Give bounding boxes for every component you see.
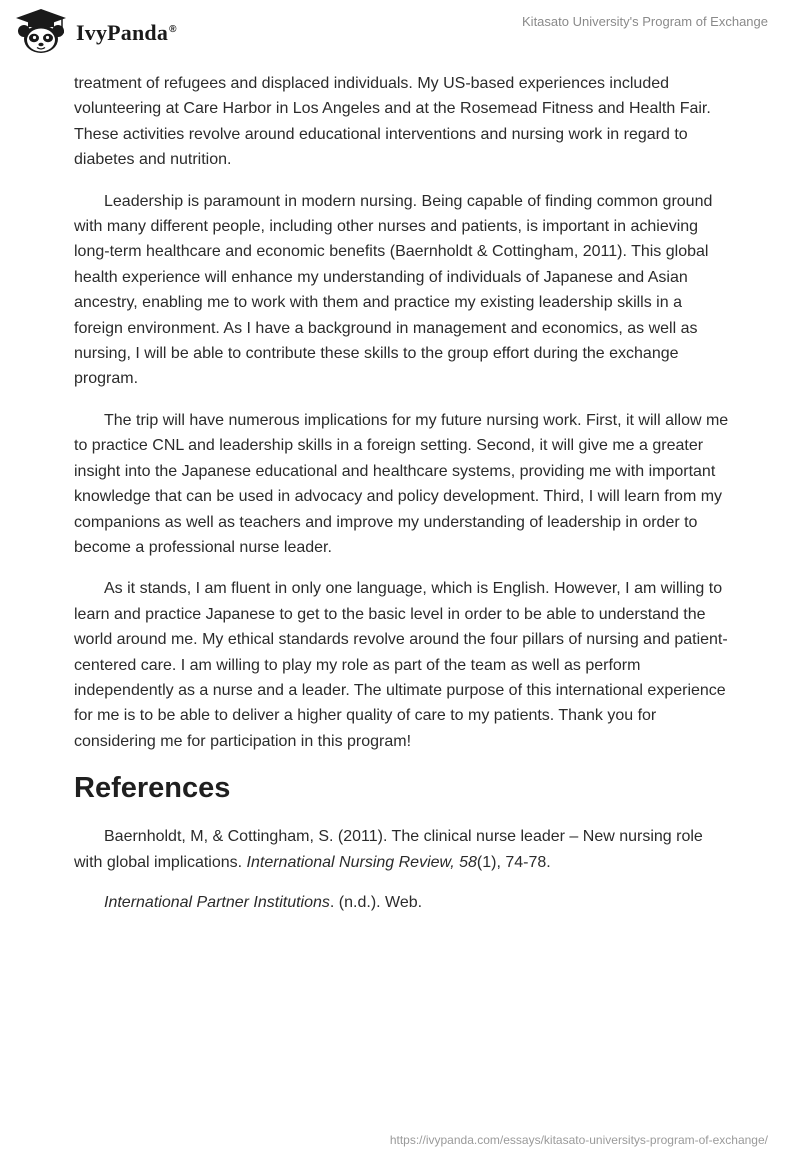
body-paragraph: Leadership is paramount in modern nursing. Being capable of finding common ground with many different people, including other nurses and patients, is important in achieving long-term healthcare and economic benefits (Baernholdt & Cottingham, 2011). This global health experience will enhance my understanding of individuals of Japanese and Asian ancestry, enabling me to work with them and practice my existing leadership skills in a foreign environment. As I have a background in management and economics, as well as nursing, I will be able to contribute these skills to the group effort during the exchange program. bbox=[74, 192, 713, 388]
brand-logo[interactable] bbox=[14, 7, 177, 55]
reference-source: International Nursing Review, 58 bbox=[246, 853, 477, 871]
reference-source: International Partner Institutions bbox=[104, 893, 330, 911]
reference-item bbox=[74, 824, 734, 875]
reference-details: . (n.d.). Web. bbox=[329, 893, 423, 911]
body-paragraph: The trip will have numerous implications for my future nursing work. First, it will allow me to practice CNL and leadership skills in a foreign setting. Second, it will give me a greater insight into the Japanese educational and healthcare systems, providing me with important knowledge that can be used in advocacy and policy development. Third, I will learn from my companions as well as teachers and improve my understanding of leadership in order to become a professional nurse leader. bbox=[74, 411, 729, 556]
body-paragraph: treatment of refugees and displaced individuals. My US-based experiences included volunteering at Care Harbor in Los Angeles and at the Rosemead Fitness and Health Fair. These activities revolve around educational interventions and nursing work in regard to diabetes and nutrition. bbox=[74, 75, 711, 169]
reference-details: (1), 74-78. bbox=[476, 853, 551, 871]
brand-name: IvyPanda® bbox=[76, 20, 177, 45]
reference-text: Baernholdt, M, & Cottingham, S. (2011). The clinical nurse leader – New nursing role with global implications. bbox=[74, 828, 703, 871]
references-heading: References bbox=[74, 772, 231, 805]
footer-url-link[interactable]: https://ivypanda.com/essays/kitasato-universitys-program-of-exchange/ bbox=[389, 1133, 768, 1147]
reference-item bbox=[74, 890, 734, 915]
page-header bbox=[0, 0, 800, 64]
body-paragraph: As it stands, I am fluent in only one language, which is English. However, I am willing to learn and practice Japanese to get to the basic level in order to be able to understand the world around me. My ethical standards revolve around the four pillars of nursing and patient-centered care. I am willing to play my role as part of the team as well as perform independently as a nurse and a leader. The ultimate purpose of this international experience for me is to be able to deliver a higher quality of care to my patients. Thank you for considering me for participation in this program! bbox=[74, 580, 728, 750]
essay-content bbox=[74, 71, 734, 930]
panda-logo-icon bbox=[14, 7, 68, 55]
document-title: Kitasato University's Program of Exchange bbox=[522, 14, 768, 29]
registered-mark: ® bbox=[169, 23, 177, 35]
